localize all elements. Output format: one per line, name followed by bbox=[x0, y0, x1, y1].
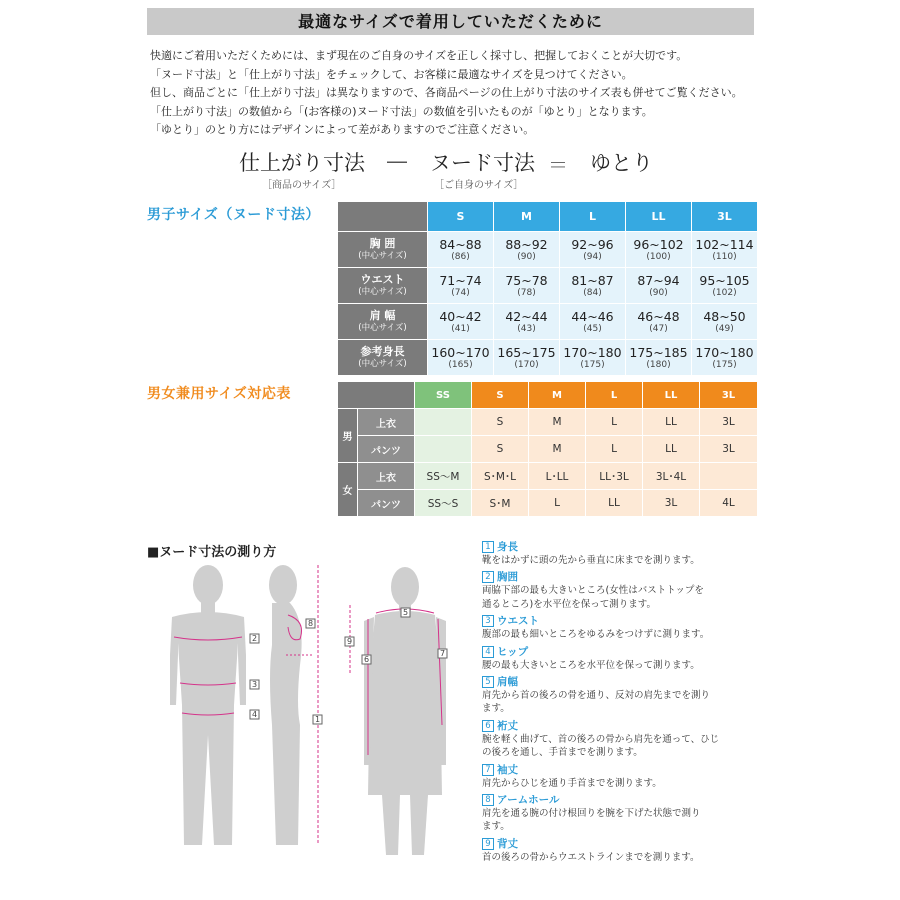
size-cell: S bbox=[472, 409, 529, 436]
size-cell: 88~92 (90) bbox=[494, 232, 560, 268]
size-cell: LL bbox=[586, 490, 643, 517]
formula-nude-size-note: ［ご自身のサイズ］ bbox=[434, 180, 524, 191]
size-cell: 3L bbox=[700, 409, 758, 436]
gender-label-female: 女 bbox=[338, 463, 358, 517]
table-row bbox=[338, 436, 758, 463]
formula bbox=[0, 145, 900, 193]
side-figure bbox=[269, 565, 302, 845]
gender-label-male: 男 bbox=[338, 409, 358, 463]
item-name: ウエスト bbox=[497, 615, 539, 628]
row-header: 胸 囲 (中心サイズ) bbox=[338, 232, 428, 268]
item-number: 6 bbox=[482, 720, 494, 732]
size-cell: M bbox=[529, 436, 586, 463]
intro-line: 「仕上がり寸法」の数値から「(お客様の)ヌード寸法」の数値を引いたものが「ゆとり」となります。 bbox=[150, 104, 653, 118]
size-cell: S bbox=[472, 436, 529, 463]
size-cell: 42~44 (43) bbox=[494, 304, 560, 340]
size-cell: 71~74 (74) bbox=[428, 268, 494, 304]
size-cell: 81~87 (84) bbox=[560, 268, 626, 304]
size-cell: 165~175 (170) bbox=[494, 340, 560, 376]
size-cell: S･M bbox=[472, 490, 529, 517]
table-row bbox=[338, 340, 758, 376]
formula-nude-size: ヌード寸法 bbox=[430, 151, 535, 175]
size-cell: 92~96 (94) bbox=[560, 232, 626, 268]
list-item bbox=[482, 837, 782, 864]
formula-ease: ゆとり bbox=[590, 151, 653, 175]
measurement-list bbox=[482, 540, 782, 867]
size-cell: 4L bbox=[700, 490, 758, 517]
list-item bbox=[482, 540, 782, 567]
size-header: S bbox=[428, 202, 494, 232]
list-item bbox=[482, 793, 782, 834]
item-description: 腹部の最も細いところをゆるみをつけずに測ります。 bbox=[482, 629, 710, 641]
item-description: 通るところ)を水平位を保って測ります。 bbox=[482, 598, 656, 610]
size-cell: 3L･4L bbox=[643, 463, 700, 490]
table-row bbox=[338, 490, 758, 517]
size-cell: 170~180 (175) bbox=[692, 340, 758, 376]
size-cell: 44~46 (45) bbox=[560, 304, 626, 340]
svg-text:9: 9 bbox=[347, 637, 353, 646]
size-header: L bbox=[560, 202, 626, 232]
size-cell: 102~114 (110) bbox=[692, 232, 758, 268]
size-cell: L bbox=[586, 409, 643, 436]
item-description: の後ろを通し、手首までを測ります。 bbox=[482, 747, 643, 759]
table-corner bbox=[338, 382, 415, 409]
measurement-guide-title: ■ヌード寸法の測り方 bbox=[147, 545, 277, 560]
formula-equals: ＝ bbox=[548, 153, 568, 177]
formula-finished-size-note: ［商品のサイズ］ bbox=[262, 180, 342, 191]
row-header: 上衣 bbox=[358, 409, 415, 436]
item-name: アームホール bbox=[497, 794, 560, 807]
size-cell: 95~105 (102) bbox=[692, 268, 758, 304]
size-cell: 46~48 (47) bbox=[626, 304, 692, 340]
list-item bbox=[482, 763, 782, 790]
size-cell: L bbox=[586, 436, 643, 463]
intro-line: 但し、商品ごとに「仕上がり寸法」は異なりますので、各商品ページの仕上がり寸法のサイズ表も併せてご覧ください。 bbox=[150, 86, 743, 100]
size-header: M bbox=[494, 202, 560, 232]
item-name: 背丈 bbox=[497, 837, 518, 850]
item-name: 袖丈 bbox=[497, 763, 518, 776]
size-cell: 170~180 (175) bbox=[560, 340, 626, 376]
item-name: 身長 bbox=[497, 541, 518, 553]
item-number: 2 bbox=[482, 571, 494, 583]
item-description: ます。 bbox=[482, 703, 510, 715]
row-header: パンツ bbox=[358, 436, 415, 463]
item-description: ます。 bbox=[482, 821, 510, 833]
table-corner bbox=[338, 202, 428, 232]
size-cell: M bbox=[529, 409, 586, 436]
intro-text bbox=[150, 47, 870, 140]
item-name: 肩幅 bbox=[497, 676, 518, 689]
unisex-size-title: 男女兼用サイズ対応表 bbox=[147, 386, 291, 402]
size-cell: L･LL bbox=[529, 463, 586, 490]
size-header: LL bbox=[643, 382, 700, 409]
size-cell: 75~78 (78) bbox=[494, 268, 560, 304]
size-cell: S･M･L bbox=[472, 463, 529, 490]
table-row bbox=[338, 268, 758, 304]
svg-text:1: 1 bbox=[315, 715, 321, 724]
svg-text:4: 4 bbox=[252, 710, 258, 719]
size-cell bbox=[700, 463, 758, 490]
item-description: 肩先を通る腕の付け根回りを腕を下げた状態で測り bbox=[482, 808, 701, 820]
intro-line: 「ヌード寸法」と「仕上がり寸法」をチェックして、お客様に最適なサイズを見つけてください。 bbox=[150, 67, 633, 81]
list-item bbox=[482, 570, 782, 611]
size-cell bbox=[415, 436, 472, 463]
unisex-size-table bbox=[337, 381, 758, 517]
item-description: 首の後ろの骨からウエストラインまでを測ります。 bbox=[482, 851, 700, 863]
item-name: 胸囲 bbox=[497, 571, 518, 584]
size-cell: 96~102 (100) bbox=[626, 232, 692, 268]
row-header: 上衣 bbox=[358, 463, 415, 490]
item-name: 裄丈 bbox=[497, 719, 518, 732]
formula-minus: ― bbox=[387, 149, 407, 173]
intro-line: 「ゆとり」のとり方にはデザインによって差がありますのでご注意ください。 bbox=[150, 123, 535, 137]
item-description: 肩先からひじを通り手首までを測ります。 bbox=[482, 777, 662, 789]
item-description: 肩先から首の後ろの骨を通り、反対の肩先までを測り bbox=[482, 690, 711, 702]
size-cell: 48~50 (49) bbox=[692, 304, 758, 340]
size-cell: 40~42 (41) bbox=[428, 304, 494, 340]
item-name: ヒップ bbox=[497, 645, 529, 658]
item-number: 8 bbox=[482, 794, 494, 806]
size-cell: LL･3L bbox=[586, 463, 643, 490]
item-description: 腕を軽く曲げて、首の後ろの骨から肩先を通って、ひじ bbox=[482, 733, 720, 745]
svg-text:5: 5 bbox=[403, 608, 409, 617]
size-header: 3L bbox=[700, 382, 758, 409]
item-description: 両脇下部の最も大きいところ(女性はバストトップを bbox=[482, 585, 704, 597]
size-header: M bbox=[529, 382, 586, 409]
item-number: 7 bbox=[482, 764, 494, 776]
item-number: 4 bbox=[482, 646, 494, 658]
svg-text:7: 7 bbox=[440, 649, 446, 658]
row-header: 肩 幅 (中心サイズ) bbox=[338, 304, 428, 340]
size-cell: L bbox=[529, 490, 586, 517]
item-number: 1 bbox=[482, 541, 494, 553]
size-header: LL bbox=[626, 202, 692, 232]
mens-size-table bbox=[337, 201, 758, 376]
item-description: 腰の最も大きいところを水平位を保って測ります。 bbox=[482, 659, 700, 671]
size-cell: 84~88 (86) bbox=[428, 232, 494, 268]
svg-text:3: 3 bbox=[252, 680, 258, 689]
measurement-figures bbox=[150, 555, 475, 870]
list-item bbox=[482, 675, 782, 716]
page-title: 最適なサイズで着用していただくために bbox=[147, 8, 754, 35]
item-number: 9 bbox=[482, 838, 494, 850]
formula-finished-size: 仕上がり寸法 bbox=[239, 151, 365, 175]
size-header: 3L bbox=[692, 202, 758, 232]
list-item bbox=[482, 614, 782, 641]
row-header: ウエスト (中心サイズ) bbox=[338, 268, 428, 304]
size-cell: 3L bbox=[643, 490, 700, 517]
size-cell: 175~185 (180) bbox=[626, 340, 692, 376]
size-cell: 160~170 (165) bbox=[428, 340, 494, 376]
table-row bbox=[338, 409, 758, 436]
item-number: 5 bbox=[482, 676, 494, 688]
intro-line: 快適にご着用いただくためには、まず現在のご自身のサイズを正しく採寸し、把握しておくことが大切です。 bbox=[150, 49, 688, 62]
size-header: SS bbox=[415, 382, 472, 409]
table-row bbox=[338, 304, 758, 340]
svg-text:8: 8 bbox=[308, 619, 314, 628]
row-header: 参考身長 (中心サイズ) bbox=[338, 340, 428, 376]
front-figure bbox=[170, 565, 246, 845]
row-header: パンツ bbox=[358, 490, 415, 517]
size-cell: 3L bbox=[700, 436, 758, 463]
svg-text:6: 6 bbox=[364, 655, 370, 664]
item-number: 3 bbox=[482, 615, 494, 627]
size-header: S bbox=[472, 382, 529, 409]
size-cell bbox=[415, 409, 472, 436]
size-cell: LL bbox=[643, 436, 700, 463]
mens-size-title: 男子サイズ（ヌード寸法） bbox=[147, 207, 320, 223]
list-item bbox=[482, 645, 782, 672]
size-cell: LL bbox=[643, 409, 700, 436]
list-item bbox=[482, 719, 782, 760]
item-description: 靴をはかずに頭の先から垂直に床までを測ります。 bbox=[482, 555, 700, 566]
size-cell: SS～S bbox=[415, 490, 472, 517]
size-cell: SS～M bbox=[415, 463, 472, 490]
svg-text:2: 2 bbox=[252, 634, 258, 643]
size-cell: 87~94 (90) bbox=[626, 268, 692, 304]
table-row bbox=[338, 232, 758, 268]
table-row bbox=[338, 463, 758, 490]
size-header: L bbox=[586, 382, 643, 409]
